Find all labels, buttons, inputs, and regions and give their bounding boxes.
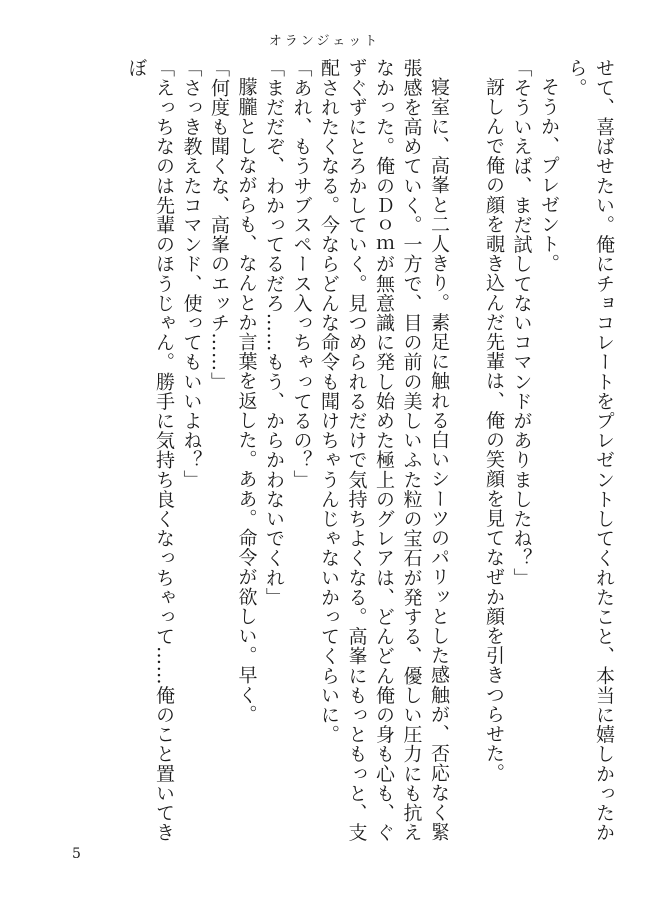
text-line: 寝室に、高峯と二人きり。素足に触れる白いシーツのパリッとした感触が、否応なく緊張感を高めていく。一方で、目の前の美しいふた粒の宝石が発する、優しい圧力にも抗えなかった。俺のＤｏｍが無意識に発し始めた極上のグレアは、どんどん俺の身も心も、ぐずぐずにとろかしていく。見つめられるだけで気持ちよくなる。高峯にもっともっと、支配されたくなる。今ならどんな命令も聞けちゃうんじゃないかってくらいに。: [318, 58, 450, 842]
text-line: せて、喜ばせたい。俺にチョコレートをプレゼントしてくれたこと、本当に嬉しかったから。: [565, 58, 615, 842]
text-line: 「まだだぞ、わかってるだろ……もう、からかわないでくれ」: [263, 58, 285, 607]
text-line: そうか、プレゼント。: [538, 77, 560, 273]
text-line: 訝しんで俺の顔を覗き込んだ先輩は、俺の笑顔を見てなぜか顔を引きつらせた。: [483, 77, 505, 783]
text-line: 「あれ、もうサブスペース入っちゃってるの？」: [290, 58, 313, 490]
text-line: 「何度も聞くな、高峯のエッチ……」: [208, 58, 230, 392]
body-text: [32, 58, 617, 850]
page-number: 5: [72, 846, 81, 862]
text-line: 「そういえば、まだ試してないコマンドがありましたね？」: [510, 58, 533, 588]
scene-break: [452, 58, 480, 850]
text-line: 「えっちなのは先輩のほうじゃん。勝手に気持ち良くなっちゃって……俺のこと置いてきぼ: [125, 58, 175, 842]
text-line: 朦朧としながらも、なんとか言葉を返した。ああ。命令が欲しい。早く。: [235, 77, 258, 724]
running-title: オランジェット: [268, 34, 381, 49]
text-line: 「さっき教えたコマンド、使ってもいいよね？」: [180, 58, 203, 490]
